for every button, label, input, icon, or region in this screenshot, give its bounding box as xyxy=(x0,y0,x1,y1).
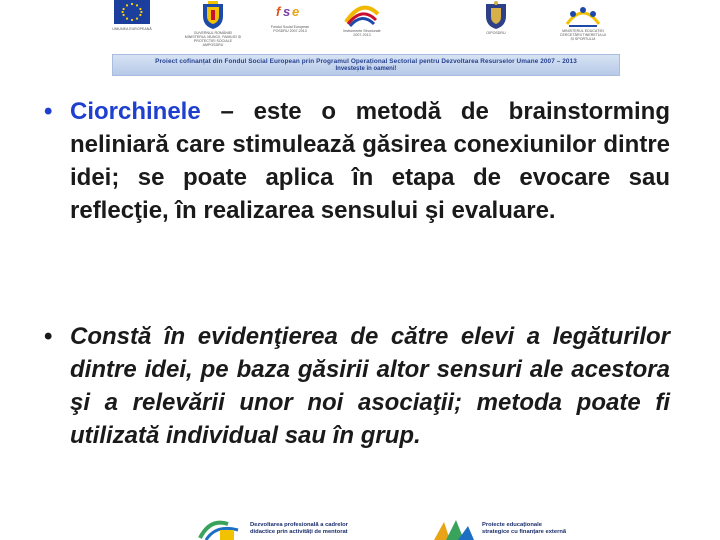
footer-text-mentorat: Dezvoltarea profesională a cadrelor didactice prin activități de mentorat xyxy=(250,522,348,535)
ministry-education-logo xyxy=(472,0,520,50)
fse-logo xyxy=(260,0,320,50)
logo-caption: Instrumente Structurale 2007-2013 xyxy=(343,29,381,37)
svg-text:s: s xyxy=(283,4,291,19)
project-banner xyxy=(112,54,620,76)
logo-caption: GUVERNUL ROMÂNIEI MINISTERUL MUNCII, FAMILIEI ȘI PROTECȚIEI SOCIALE AMPOSDRU xyxy=(184,31,242,47)
footer-text-proiecte: Proiecte educaționale strategice cu finanțare externă xyxy=(482,522,567,535)
term-ciorchinele: Ciorchinele xyxy=(70,98,201,125)
paragraph-ciorchinele-definition xyxy=(44,95,670,227)
footer-logo-mentorat xyxy=(198,516,348,540)
paragraph-method-description xyxy=(44,320,670,452)
proiecte-educationale-icon xyxy=(430,516,476,540)
logo-caption: Fondul Social European POSDRU 2007-2013 xyxy=(270,25,310,33)
header-logos xyxy=(100,0,620,50)
logo-caption: OIPOSDRU xyxy=(486,31,506,35)
definition-text: – este o metodă de brainstorming neliniară care stimulează găsirea conexiunilor dintre idei; se poate aplica în etapa de evocare sau reflecţie, în realizarea sensului şi evaluare. xyxy=(70,98,670,224)
footer-logo-proiecte xyxy=(430,516,566,540)
banner-line-2: Investește în oameni! xyxy=(335,65,397,72)
romania-government-coat-of-arms-logo xyxy=(180,0,246,50)
mentorat-project-icon xyxy=(198,516,244,540)
banner-line-1: Proiect cofinanțat din Fondul Social European prin Programul Operațional Sectorial pentru Dezvoltarea Resurselor Umane 2007 – 2013 xyxy=(155,57,577,65)
education-program-logo xyxy=(548,0,618,50)
logo-caption: UNIUNEA EUROPEANĂ xyxy=(112,27,152,31)
instrumente-structurale-logo xyxy=(330,0,394,50)
logo-caption: MINISTERUL EDUCAȚIEI CERCETĂRII TINERETULUI ȘI SPORTULUI xyxy=(559,29,607,41)
description-text: Constă în evidenţierea de către elevi a legăturilor dintre idei, pe baza găsirii altor sensuri ale acestora şi a relevării unor noi asociaţii; metoda poate fi utilizată individual sau în grup. xyxy=(70,323,670,449)
svg-text:e: e xyxy=(292,4,300,19)
eu-flag-logo xyxy=(110,0,154,50)
bullet: • xyxy=(44,98,53,125)
bullet: • xyxy=(44,323,53,350)
svg-text:f: f xyxy=(276,4,281,19)
